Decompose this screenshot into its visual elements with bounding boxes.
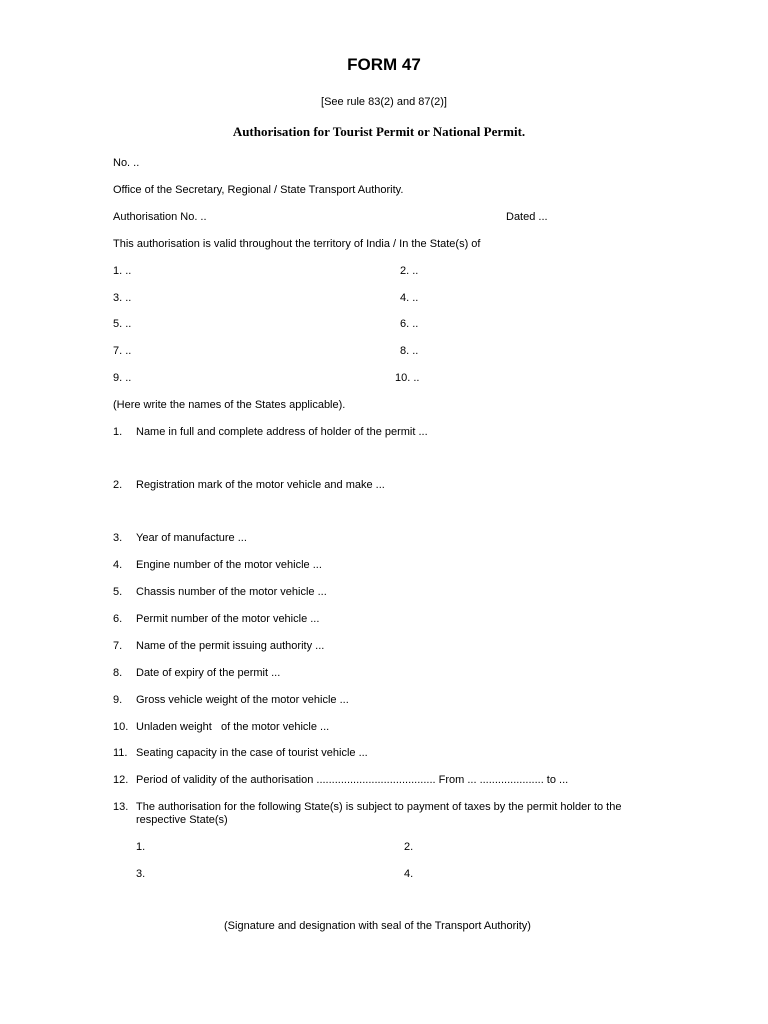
tax-state-entry: 1. [136, 841, 146, 853]
tax-state-entry: 3. [136, 868, 146, 880]
item-number: 11. [113, 747, 128, 759]
state-entry: 8. .. [400, 345, 419, 357]
item-text: Period of validity of the authorisation ....................................... From ... ..................... to ... [136, 774, 569, 786]
rule-reference: [See rule 83(2) and 87(2)] [321, 96, 447, 108]
item-text: Name of the permit issuing authority ... [136, 640, 325, 652]
state-entry: 10. .. [395, 372, 420, 384]
item-text: Registration mark of the motor vehicle and make ... [136, 479, 385, 491]
state-entry: 7. .. [113, 345, 132, 357]
item-text: Year of manufacture ... [136, 532, 247, 544]
tax-state-entry: 2. [404, 841, 414, 853]
item-text: Permit number of the motor vehicle ... [136, 613, 320, 625]
state-entry: 2. .. [400, 265, 419, 277]
item-number: 6. [113, 613, 123, 625]
item-number: 3. [113, 532, 123, 544]
item-number: 9. [113, 694, 123, 706]
number-field: No. .. [113, 157, 140, 169]
item-number: 2. [113, 479, 123, 491]
item-number: 4. [113, 559, 123, 571]
state-entry: 5. .. [113, 318, 132, 330]
item-text: Gross vehicle weight of the motor vehicle ... [136, 694, 349, 706]
item-text: Unladen weight of the motor vehicle ... [136, 721, 330, 733]
state-entry: 9. .. [113, 372, 132, 384]
validity-text: This authorisation is valid throughout the territory of India / In the State(s) of [113, 238, 481, 250]
states-note: (Here write the names of the States applicable). [113, 399, 346, 411]
state-entry: 3. .. [113, 292, 132, 304]
item-number: 13. [113, 801, 129, 813]
item-text: Seating capacity in the case of tourist vehicle ... [136, 747, 368, 759]
state-entry: 6. .. [400, 318, 419, 330]
item-text: Engine number of the motor vehicle ... [136, 559, 322, 571]
item-text: The authorisation for the following State(s) is subject to payment of taxes by the permit holder to the [136, 801, 622, 813]
item-number: 5. [113, 586, 123, 598]
office-line: Office of the Secretary, Regional / State Transport Authority. [113, 184, 404, 196]
item-number: 7. [113, 640, 123, 652]
tax-state-entry: 4. [404, 868, 414, 880]
form-subtitle: Authorisation for Tourist Permit or National Permit. [232, 124, 526, 139]
item-number: 8. [113, 667, 123, 679]
authorisation-number-field: Authorisation No. .. [113, 211, 207, 223]
item-text: Chassis number of the motor vehicle ... [136, 586, 327, 598]
item-text: Name in full and complete address of holder of the permit ... [136, 426, 428, 438]
state-entry: 1. .. [113, 265, 132, 277]
item-number: 1. [113, 426, 123, 438]
item-text-continued: respective State(s) [136, 814, 228, 826]
form-title: FORM 47 [347, 55, 421, 74]
state-entry: 4. .. [400, 292, 419, 304]
item-number: 12. [113, 774, 129, 786]
signature-line: (Signature and designation with seal of the Transport Authority) [224, 920, 531, 932]
item-number: 10. [113, 721, 129, 733]
dated-field: Dated ... [506, 211, 548, 223]
item-text: Date of expiry of the permit ... [136, 667, 281, 679]
